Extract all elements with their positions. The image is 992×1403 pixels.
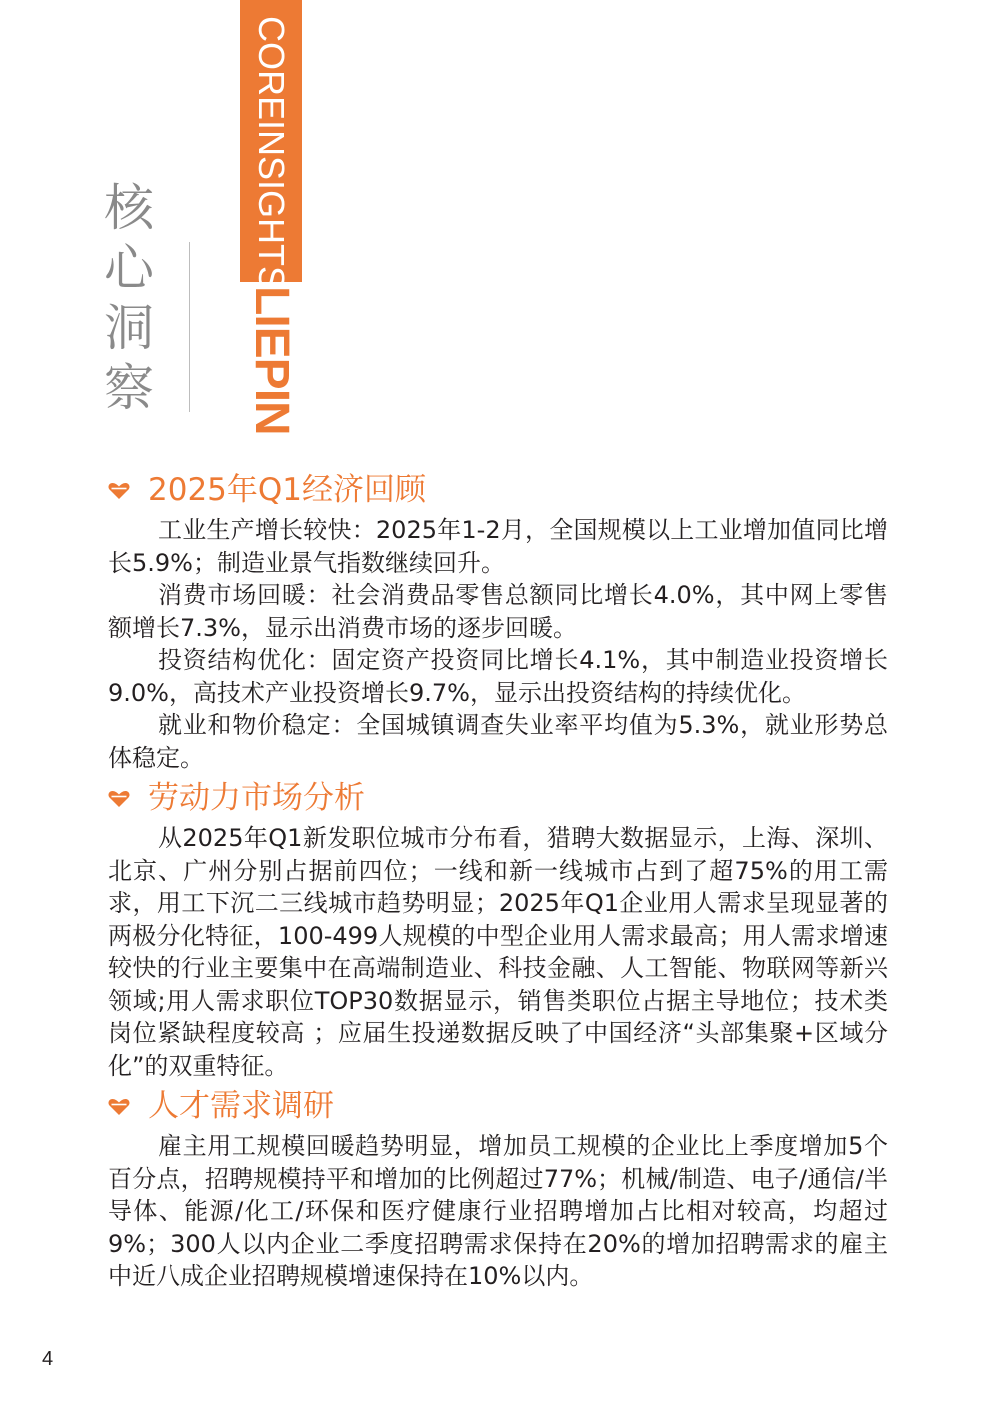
heart-icon — [108, 790, 130, 808]
paragraph: 投资结构优化：固定资产投资同比增长4.1%，其中制造业投资增长9.0%，高技术产业投资增长9.7%，显示出投资结构的持续优化。 — [108, 646, 888, 707]
heart-icon — [108, 482, 130, 500]
section-header — [108, 466, 888, 514]
section-economy — [108, 466, 888, 774]
paragraph: 就业和物价稳定：全国城镇调查失业率平均值为5.3%，就业形势总体稳定。 — [108, 711, 888, 772]
paragraph: 工业生产增长较快：2025年1-2月，全国规模以上工业增加值同比增长5.9%；制造业景气指数继续回升。 — [108, 516, 888, 577]
band-text: COREINSIGHTS — [251, 16, 292, 291]
section-title: 劳动力市场分析 — [148, 780, 365, 816]
section-title: 人才需求调研 — [148, 1088, 334, 1124]
section-labor-market — [108, 774, 888, 1082]
paragraph: 雇主用工规模回暖趋势明显，增加员工规模的企业比上季度增加5个百分点，招聘规模持平和增加的比例超过77%；机械/制造、电子/通信/半导体、能源/化工/环保和医疗健康行业招聘增加占比相对较高，均超过 9%；300人以内企业二季度招聘需求保持在20%的增加招聘需求的雇主中近八成企业招聘规模增速保持在10%以内。 — [108, 1132, 888, 1290]
section-talent-demand — [108, 1082, 888, 1293]
paragraph: 从2025年Q1新发职位城市分布看，猎聘大数据显示，上海、深圳、北京、广州分别占据前四位；一线和新一线城市占到了超75%的用工需求，用工下沉二三线城市趋势明显；2025年Q1企业用人需求呈现显著的两极分化特征，100-499人规模的中型企业用人需求最高；用人需求增速较快的行业主要集中在高端制造业、科技金融、人工智能、物联网等新兴领域;用人需求职位TOP30数据显示，销售类职位占据主导地位；技术类岗位紧缺程度较高 ；应届生投递数据反映了中国经济“头部集聚+区域分化”的双重特征。 — [108, 824, 888, 1080]
heart-icon — [108, 1098, 130, 1116]
section-header — [108, 774, 888, 822]
section-title: 2025年Q1经济回顾 — [148, 472, 427, 508]
paragraph: 消费市场回暖：社会消费品零售总额同比增长4.0%，其中网上零售额增长7.3%，显示出消费市场的逐步回暖。 — [108, 581, 888, 642]
title-divider — [189, 242, 190, 412]
page-number: 4 — [42, 1348, 54, 1370]
brand-name: LIEPIN — [245, 286, 298, 435]
section-header — [108, 1082, 888, 1130]
page-title: 核心洞察 — [104, 179, 154, 417]
main-content — [108, 466, 888, 1293]
